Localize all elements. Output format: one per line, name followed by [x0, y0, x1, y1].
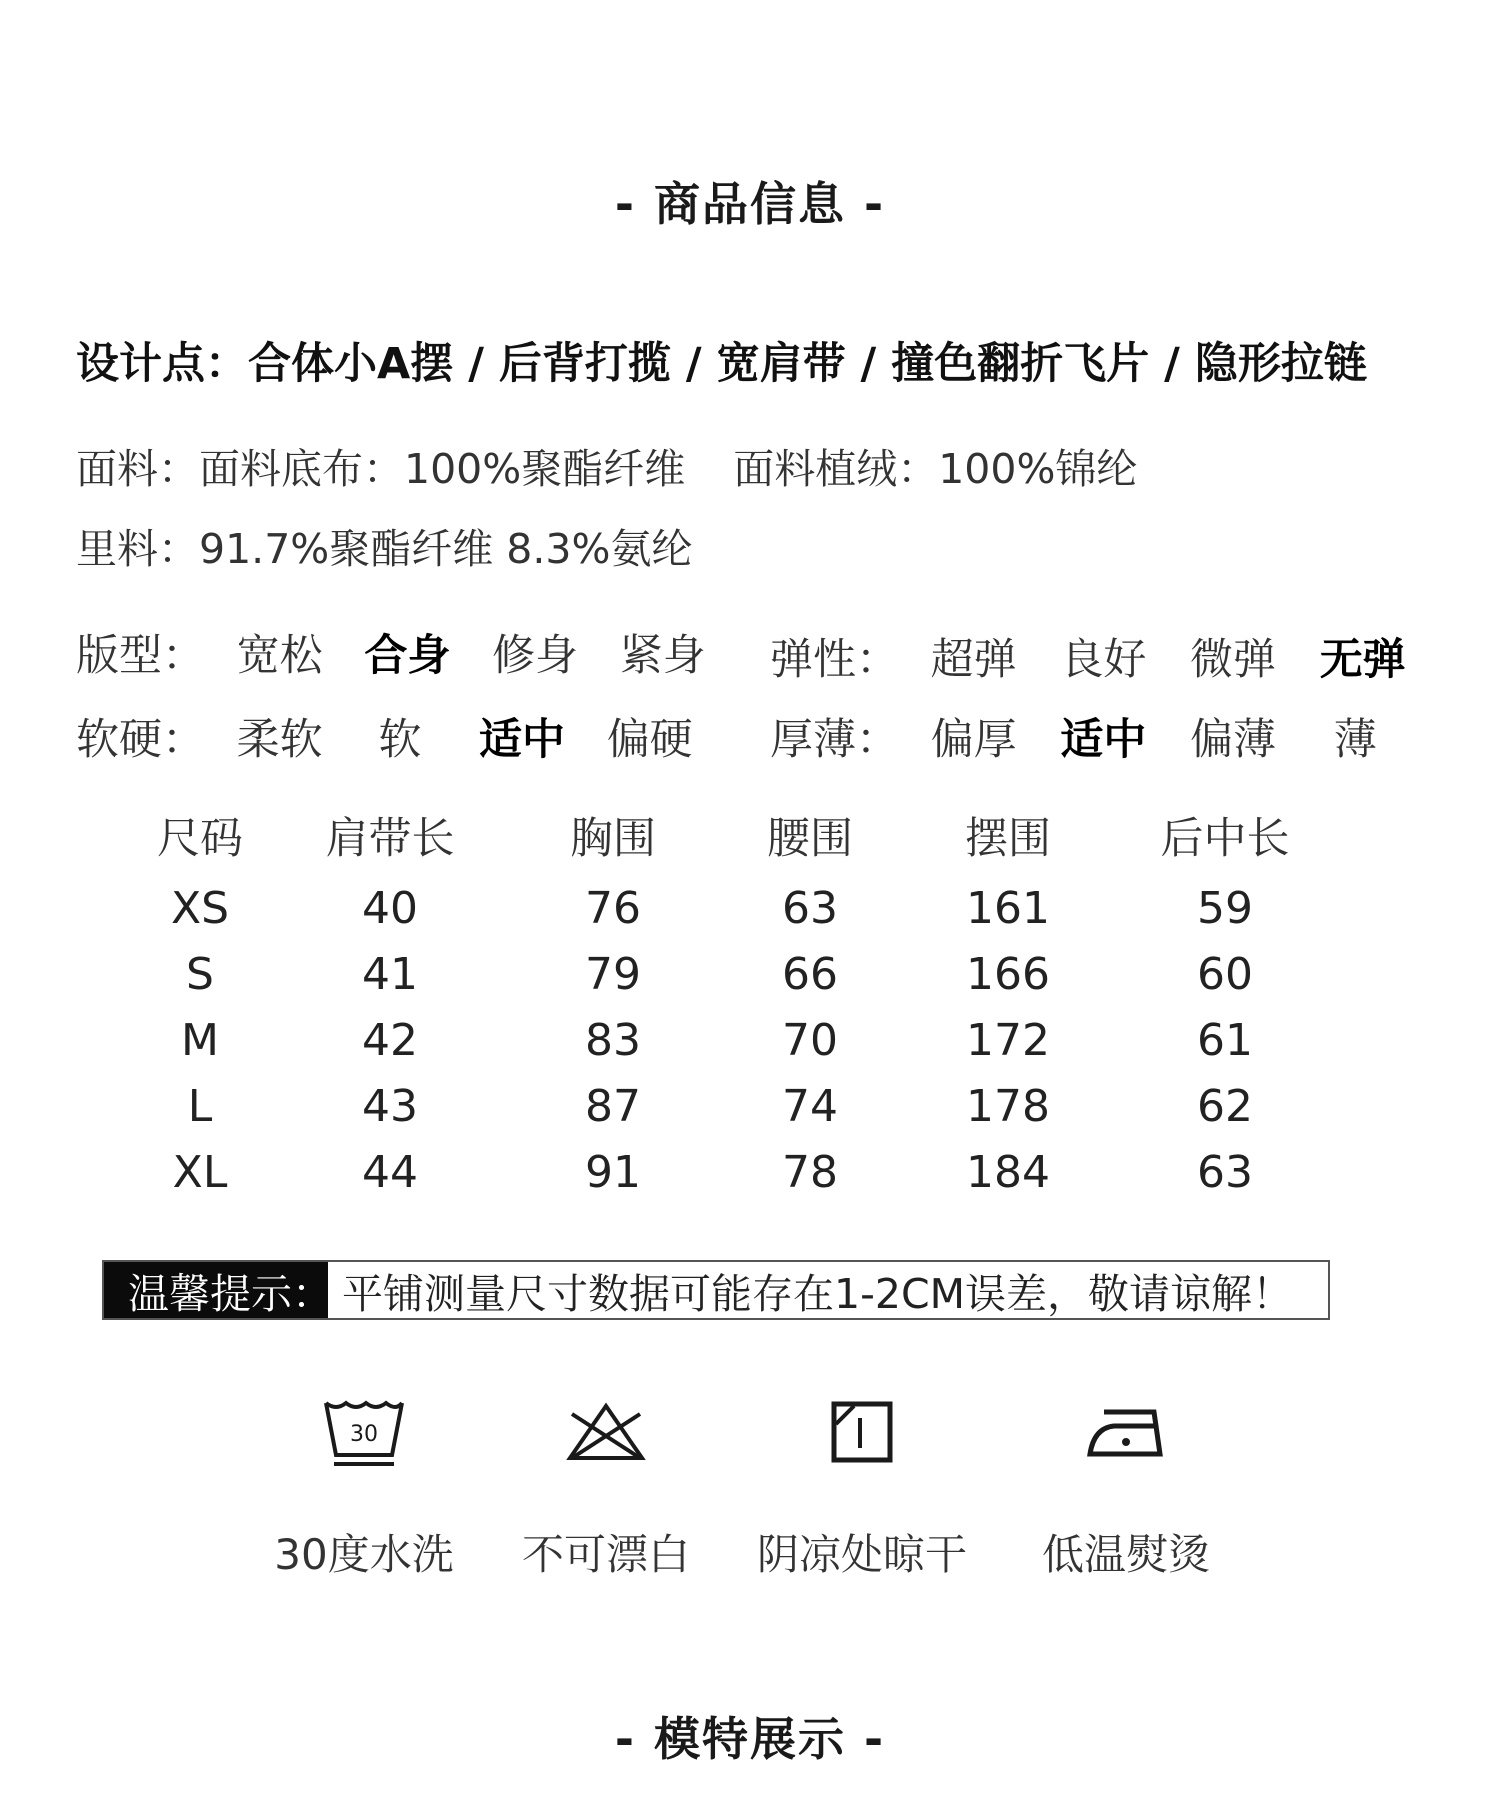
elasticity-option: 微弹 — [1190, 635, 1277, 685]
softness-option: 适中 — [479, 715, 566, 765]
softness-option: 柔软 — [236, 715, 323, 765]
fabric-outer-line — [76, 436, 1137, 495]
fabric-label: 面料： — [76, 445, 199, 493]
table-cell: 78 — [782, 1147, 838, 1198]
table-cell: 184 — [966, 1147, 1050, 1198]
softness-row — [76, 706, 721, 767]
table-row — [100, 1015, 1340, 1081]
table-cell: 43 — [362, 1081, 418, 1132]
header-cell: 肩带长 — [325, 814, 455, 864]
care-label: 不可漂白 — [521, 1530, 690, 1579]
fit-option: 紧身 — [619, 631, 706, 681]
table-cell: 61 — [1197, 1015, 1253, 1066]
thickness-option: 偏厚 — [930, 715, 1017, 765]
care-label: 低温熨烫 — [1041, 1530, 1210, 1579]
table-cell: XS — [170, 883, 230, 934]
table-cell: 166 — [966, 949, 1050, 1000]
table-row — [100, 1081, 1340, 1147]
table-cell: 66 — [782, 949, 838, 1000]
table-cell: 41 — [362, 949, 418, 1000]
warm-tip-label: 温馨提示： — [104, 1262, 328, 1318]
thickness-option: 薄 — [1333, 715, 1377, 765]
fit-label: 版型： — [76, 631, 205, 681]
table-cell: 161 — [966, 883, 1050, 934]
table-cell: 91 — [585, 1147, 641, 1198]
table-row — [100, 883, 1340, 949]
header-cell: 尺码 — [157, 814, 243, 864]
fabric-velvet: 面料植绒：100%锦纶 — [733, 445, 1138, 493]
softness-option: 偏硬 — [606, 715, 693, 765]
thickness-option: 偏薄 — [1190, 715, 1277, 765]
table-row — [100, 949, 1340, 1015]
design-points: 设计点：合体小A摆 / 后背打揽 / 宽肩带 / 撞色翻折飞片 / 隐形拉链 — [76, 339, 1367, 389]
table-cell: 74 — [782, 1081, 838, 1132]
table-cell: M — [181, 1015, 219, 1066]
care-label: 30度水洗 — [274, 1530, 454, 1579]
softness-option: 软 — [378, 715, 422, 765]
care-item-bleach — [486, 1392, 726, 1582]
table-cell: 63 — [1197, 1147, 1253, 1198]
header-cell: 后中长 — [1160, 814, 1290, 864]
softness-label: 软硬： — [76, 715, 205, 765]
table-cell: 76 — [585, 883, 641, 934]
fit-row — [76, 622, 734, 683]
header-cell: 腰围 — [767, 814, 853, 864]
warm-tip-box — [102, 1260, 1330, 1320]
table-cell: 172 — [966, 1015, 1050, 1066]
table-row — [100, 1147, 1340, 1213]
wash-temp-text: 30 — [350, 1422, 378, 1447]
size-table — [100, 805, 1340, 1213]
elasticity-label: 弹性： — [770, 635, 899, 685]
table-cell: 70 — [782, 1015, 838, 1066]
table-cell: L — [187, 1081, 213, 1132]
table-cell: 60 — [1197, 949, 1253, 1000]
section-title-product-info: - 商品信息 - — [614, 177, 886, 231]
iron-low-icon — [1006, 1392, 1246, 1472]
elasticity-option: 良好 — [1060, 635, 1147, 685]
no-bleach-icon — [486, 1392, 726, 1472]
fit-option: 修身 — [492, 631, 579, 681]
table-cell: XL — [172, 1147, 228, 1198]
fit-option: 宽松 — [236, 631, 323, 681]
header-cell: 胸围 — [570, 814, 656, 864]
warm-tip-text: 平铺测量尺寸数据可能存在1-2CM误差，敬请谅解！ — [342, 1269, 1293, 1318]
table-cell: 178 — [966, 1081, 1050, 1132]
fabric-base: 面料底布：100%聚酯纤维 — [199, 445, 686, 493]
table-cell: 83 — [585, 1015, 641, 1066]
table-cell: 59 — [1197, 883, 1253, 934]
elasticity-row — [770, 626, 1436, 687]
table-cell: 40 — [362, 883, 418, 934]
elasticity-option: 无弹 — [1319, 635, 1406, 685]
section-title-model-display: - 模特展示 - — [614, 1712, 886, 1766]
care-item-wash — [244, 1392, 484, 1582]
care-item-iron — [1006, 1392, 1246, 1582]
table-cell: 79 — [585, 949, 641, 1000]
care-label: 阴凉处晾干 — [756, 1530, 967, 1579]
table-cell: 42 — [362, 1015, 418, 1066]
table-cell: S — [186, 949, 214, 1000]
dry-in-shade-icon — [742, 1392, 982, 1472]
thickness-row — [770, 706, 1407, 767]
header-cell: 摆围 — [965, 814, 1051, 864]
wash-30-icon — [244, 1392, 484, 1472]
table-cell: 62 — [1197, 1081, 1253, 1132]
thickness-option: 适中 — [1060, 715, 1147, 765]
table-cell: 63 — [782, 883, 838, 934]
table-cell: 87 — [585, 1081, 641, 1132]
elasticity-option: 超弹 — [930, 635, 1017, 685]
lining-line: 里料：91.7%聚酯纤维 8.3%氨纶 — [76, 525, 693, 573]
size-table-header — [100, 805, 1340, 883]
thickness-label: 厚薄： — [770, 715, 899, 765]
fit-option: 合身 — [364, 631, 451, 681]
table-cell: 44 — [362, 1147, 418, 1198]
care-item-dry — [742, 1392, 982, 1582]
